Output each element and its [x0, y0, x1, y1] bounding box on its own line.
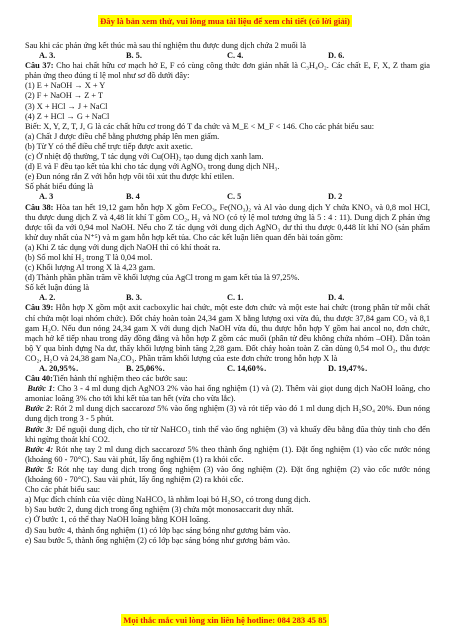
statement-d: (d) Thành phần phần trăm về khối lượng của AgCl trong m gam kết tủa là 97,25%. [25, 273, 300, 283]
question-number: Câu 40: [25, 374, 53, 384]
step-label: Bước 3: [25, 424, 54, 434]
question-38 [25, 203, 430, 243]
question-37 [25, 61, 430, 81]
statement-a: (a) Chất J được điều chế bằng phương pháp lên men giấm. [25, 131, 220, 141]
count-prompt: Số phát biểu đúng là [25, 182, 94, 192]
option-d: D. 19,47%. [328, 364, 368, 373]
preview-notice-text: Đây là bản xem thử, vui lòng mua tài liệu để xem chi tiết (có lời giải) [100, 16, 350, 26]
step-label: Bước 2 [25, 404, 51, 414]
reaction-2: (2) F + NaOH → Z + T [25, 91, 104, 101]
text-line: Biết: X, Y, Z, T, J, G là các chất hữu cơ trong đó T đa chức và M_E < M_F < 146. Cho các phát biểu sau: [25, 121, 375, 131]
statement-b: (b) Số mol khí H₂ trong T là 0,04 mol. [25, 252, 153, 262]
option-a: A. 3 [39, 192, 54, 202]
step-text: Rót nhẹ tay dung dịch trong ống nghiệm (3) vào ống nghiệm (2). Đặt ống nghiệm (2) vào cốc nước nóng (khoảng 60 - 70°C). Sau vài phút, lấy ống nghiệm (2) ra khỏi cốc. [25, 464, 430, 485]
step-label: Bước 4: [25, 444, 54, 454]
step-1 [25, 384, 430, 404]
text-line: Sau khi các phản ứng kết thúc mà sau thí nghiệm thu được dung dịch chứa 2 muối là [25, 41, 307, 50]
statement-b: (b) Từ Y có thể điều chế trực tiếp được axit axetic. [25, 141, 193, 151]
document-body [25, 41, 430, 546]
statement-c: c) Ở bước 1, có thể thay NaOH loãng bằng KOH loãng. [25, 515, 211, 525]
option-c: C. 14,60%. [227, 364, 267, 373]
option-d: D. 6. [328, 51, 345, 61]
answer-options-q38 [25, 293, 430, 303]
question-text: Hỗn hợp X gồm một axit cacboxylic hai chức, một este đơn chức và một este hai chức (trong phân tử mỗi chất chỉ chứa một loại nhóm chức). Đốt cháy hoàn toàn 24,34 gam X bằng lượng oxi vừa đủ, thu được 37,84 gam CO₂ và 8,1 gam H₂O. Nếu đun nóng 24,34 gam X với dung dịch NaOH vừa đủ, thu được hỗn hợp Y gồm hai ancol no, đơn chức, mạch hở kế tiếp nhau trong dãy đồng đẳng và hỗn hợp Z gồm các muối (phân tử đều không chứa nhóm –OH). Dẫn toàn bộ Y qua bình đựng Na dư, thấy khối lượng bình tăng 2,28 gam. Đốt cháy hoàn toàn Z cần dùng 0,54 mol O₂, thu được CO₂, H₂O và 24,38 gam Na₂CO₃. Phần trăm khối lượng của este đơn chức trong hỗn hợp X là [25, 303, 430, 363]
statement-d: d) Sau bước 4, thành ống nghiệm (1) có lớp bạc sáng bóng như gương bám vào. [25, 525, 291, 535]
question-text: Tiến hành thí nghiệm theo các bước sau: [52, 374, 188, 384]
count-prompt: Số kết luận đúng là [25, 283, 90, 293]
answer-options-q37 [25, 192, 430, 202]
option-b: B. 25,06%. [126, 364, 165, 373]
step-3 [25, 425, 430, 445]
option-a: A. 3. [39, 51, 56, 61]
reaction-3: (3) X + HCl → J + NaCl [25, 101, 108, 111]
reaction-4: (4) Z + HCl → G + NaCl [25, 111, 110, 121]
option-b: B. 4 [126, 192, 140, 202]
option-c: C. 5 [227, 192, 242, 202]
option-c: C. 1. [227, 293, 244, 303]
option-d: D. 4. [328, 293, 345, 303]
option-a: A. 20,95%. [39, 364, 79, 373]
question-text: Cho hai chất hữu cơ mạch hở E, F có cùng công thức đơn giản nhất là C₃H₄O₂. Các chất E, F, X, Z tham gia phản ứng theo đúng tỉ lệ mol như sơ đồ dưới đây: [25, 61, 430, 81]
step-2 [25, 404, 430, 424]
statement-a: (a) Khi Z tác dụng với dung dịch NaOH thì có khí thoát ra. [25, 242, 221, 252]
option-a: A. 2. [39, 293, 56, 303]
reaction-1: (1) E + NaOH → X + Y [25, 81, 106, 91]
step-text: : Cho 3 - 4 ml dung dịch AgNO3 2% vào hai ống nghiệm (1) và (2). Thêm vài giọt dung dịch NaOH loãng, cho amoniac loãng 3% cho tới khi kết tủa tan hết (vừa cho vừa lắc). [25, 384, 430, 404]
statement-c: (c) Ở nhiệt độ thường, T tác dụng với Cu(OH)₂ tạo dung dịch xanh lam. [25, 152, 264, 162]
option-d: D. 2 [328, 192, 343, 202]
answer-options-q39 [25, 364, 430, 374]
hotline-banner [0, 615, 450, 625]
step-label: Bước 1 [27, 384, 53, 394]
step-4 [25, 445, 430, 465]
statement-c: (c) Khối lượng Al trong X là 4,23 gam. [25, 263, 156, 273]
step-text: : Rót 2 ml dung dịch saccarozơ 5% vào ống nghiệm (3) và rót tiếp vào đó 1 ml dung dịch H₂SO₄ 20%. Đun nóng dung dịch trong 3 - 5 phút. [25, 404, 430, 424]
statement-a: a) Mục đích chính của việc dùng NaHCO₃ là nhằm loại bỏ H₂SO₄ có trong dung dịch. [25, 495, 311, 505]
question-number: Câu 38: [25, 202, 54, 212]
step-text: Để nguội dung dịch, cho từ từ NaHCO₃ tinh thể vào ống nghiệm (3) và khuấy đều bằng đũa thủy tinh cho đến khi ngừng thoát khí CO2. [25, 424, 430, 444]
question-text: Hòa tan hết 19,12 gam hỗn hợp X gồm FeCO₃, Fe(NO₃)₂ và Al vào dung dịch Y chứa KNO₃ và 0,8 mol HCl, thu được dung dịch Z và 4,48 lít khí T gồm CO₂, H₂ và NO (có tỷ lệ mol tương ứng là 5 : 4 : 11). Dung dịch Z phản ứng được tối đa với 0,94 mol NaOH. Nếu cho Z tác dụng với dung dịch AgNO₃ dư thì thu được 0,448 lít khí NO (sản phẩm khử duy nhất của N⁺⁵) và m gam hỗn hợp kết tủa. Cho các kết luận liên quan đến bài toán gồm: [25, 202, 430, 242]
option-c: C. 4. [227, 51, 244, 61]
step-text: Rót nhẹ tay 2 ml dung dịch saccarozơ 5% theo thành ống nghiệm (1). Đặt ống nghiệm (1) vào cốc nước nóng (khoảng 60 - 70°C). Sau vài phút, lấy ống nghiệm (1) ra khỏi cốc. [25, 444, 430, 464]
preview-notice-banner [0, 16, 450, 26]
question-number: Câu 39: [25, 303, 54, 313]
statement-b: b) Sau bước 2, dung dịch trong ống nghiệm (3) chứa một monosaccarit duy nhất. [25, 505, 294, 515]
answer-options-q36 [25, 51, 430, 61]
statement-d: (d) E và F đều tạo kết tủa khi cho tác dụng với AgNO₃ trong dung dịch NH₃. [25, 162, 280, 172]
step-label: Bước 5: [25, 464, 54, 474]
statements-intro: Cho các phát biểu sau: [25, 485, 101, 495]
option-b: B. 3. [126, 293, 142, 303]
question-number: Câu 37: [25, 61, 54, 71]
step-5 [25, 465, 430, 485]
hotline-text: Mọi thắc mắc vui lòng xin liên hệ hotline: 084 283 45 85 [123, 615, 327, 625]
question-40 [25, 374, 430, 384]
option-b: B. 5. [126, 51, 142, 61]
question-39 [25, 303, 430, 364]
statement-e: (e) Đun nóng rắn Z với hỗn hợp vôi tôi xút thu được khí etilen. [25, 172, 235, 182]
statement-e: e) Sau bước 5, thành ống nghiệm (2) có lớp bạc sáng bóng như gương bám vào. [25, 535, 290, 545]
